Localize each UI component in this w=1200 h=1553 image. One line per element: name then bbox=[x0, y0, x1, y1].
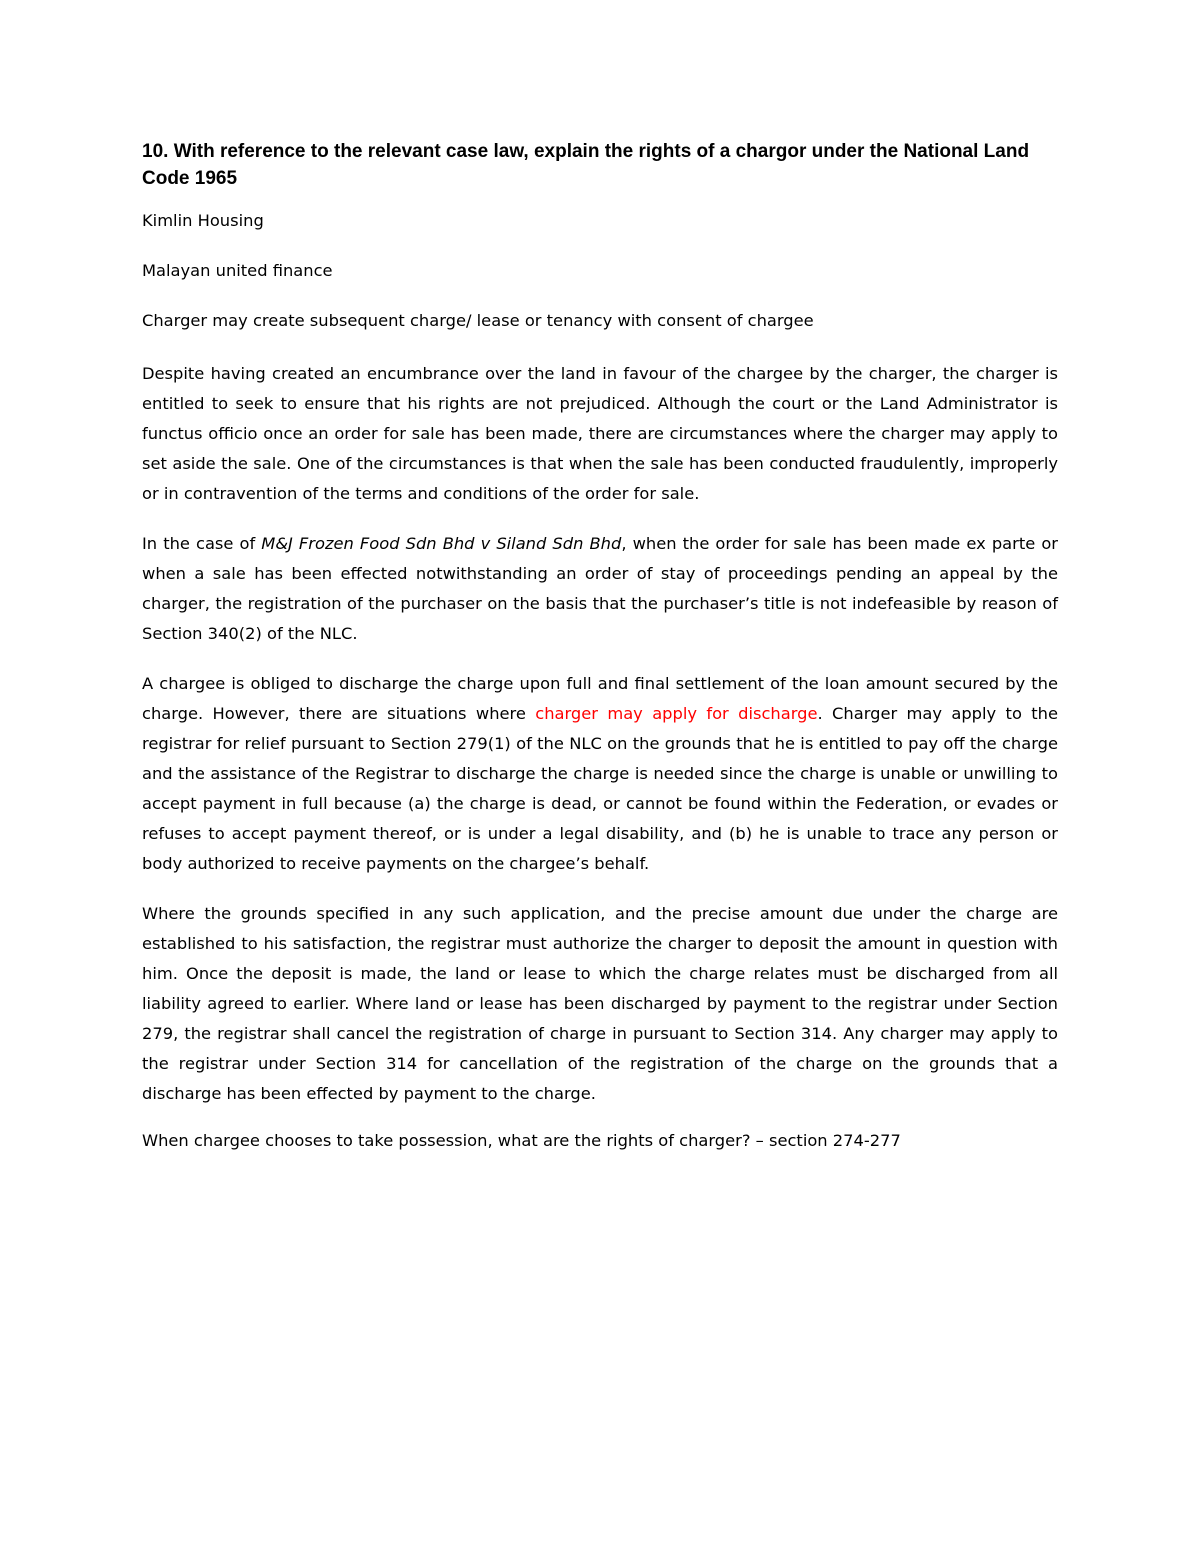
paragraph-set-aside-sale: Despite having created an encumbrance over the land in favour of the chargee by the charger, the charger is entitled to seek to ensure that his rights are not prejudiced. Although the court or the Land Administrator is functus officio once an order for sale has been made, there are circumstances where the charger may apply to set aside the sale. One of the circumstances is that when the sale has been conducted fraudulently, improperly or in contravention of the terms and conditions of the order for sale. bbox=[142, 364, 1058, 503]
question-possession: When chargee chooses to take possession, what are the rights of charger? – section 274-277 bbox=[142, 1131, 901, 1150]
paragraph-text: , when the order for sale has been made ex parte or when a sale has been effected notwithstanding an order of stay of proceedings pending an appeal by the charger, the registration of the purchaser on the basis that the purchaser’s title is not indefeasible by reason of Section 340(2) of the NLC. bbox=[142, 534, 1058, 643]
paragraph-text: . Charger may apply to the registrar for relief pursuant to Section 279(1) of the NLC on the grounds that he is entitled to pay off the charge and the assistance of the Registrar to discharge the charge is needed since the charge is unable or unwilling to accept payment in full because (a) the charge is dead, or cannot be found within the Federation, or evades or refuses to accept payment thereof, or is under a legal disability, and (b) he is unable to trace any person or body authorized to receive payments on the chargee’s behalf. bbox=[142, 704, 1058, 873]
case-name-kimlin: Kimlin Housing bbox=[142, 211, 264, 230]
question-heading: 10. With reference to the relevant case law, explain the rights of a chargor under the National Land Code 1965 bbox=[142, 141, 1030, 189]
paragraph-case-reference bbox=[142, 529, 1058, 649]
paragraph-text: In the case of bbox=[142, 534, 262, 553]
note-subsequent-charge: Charger may create subsequent charge/ lease or tenancy with consent of chargee bbox=[142, 311, 814, 330]
highlighted-phrase: charger may apply for discharge bbox=[535, 704, 818, 723]
document-page bbox=[142, 138, 1058, 1179]
paragraph-discharge bbox=[142, 669, 1058, 879]
paragraph-text: A chargee is obliged to discharge the charge upon full and final settlement of the loan amount secured by the charge. However, there are situations where bbox=[142, 674, 1058, 723]
case-citation: M&J Frozen Food Sdn Bhd v Siland Sdn Bhd bbox=[261, 534, 622, 553]
paragraph-registrar-deposit: Where the grounds specified in any such application, and the precise amount due under the charge are established to his satisfaction, the registrar must authorize the charger to deposit the amount in question with him. Once the deposit is made, the land or lease to which the charge relates must be discharged from all liability agreed to earlier. Where land or lease has been discharged by payment to the registrar under Section 279, the registrar shall cancel the registration of charge in pursuant to Section 314. Any charger may apply to the registrar under Section 314 for cancellation of the registration of the charge on the grounds that a discharge has been effected by payment to the charge. bbox=[142, 904, 1058, 1103]
case-name-malayan: Malayan united finance bbox=[142, 261, 333, 280]
